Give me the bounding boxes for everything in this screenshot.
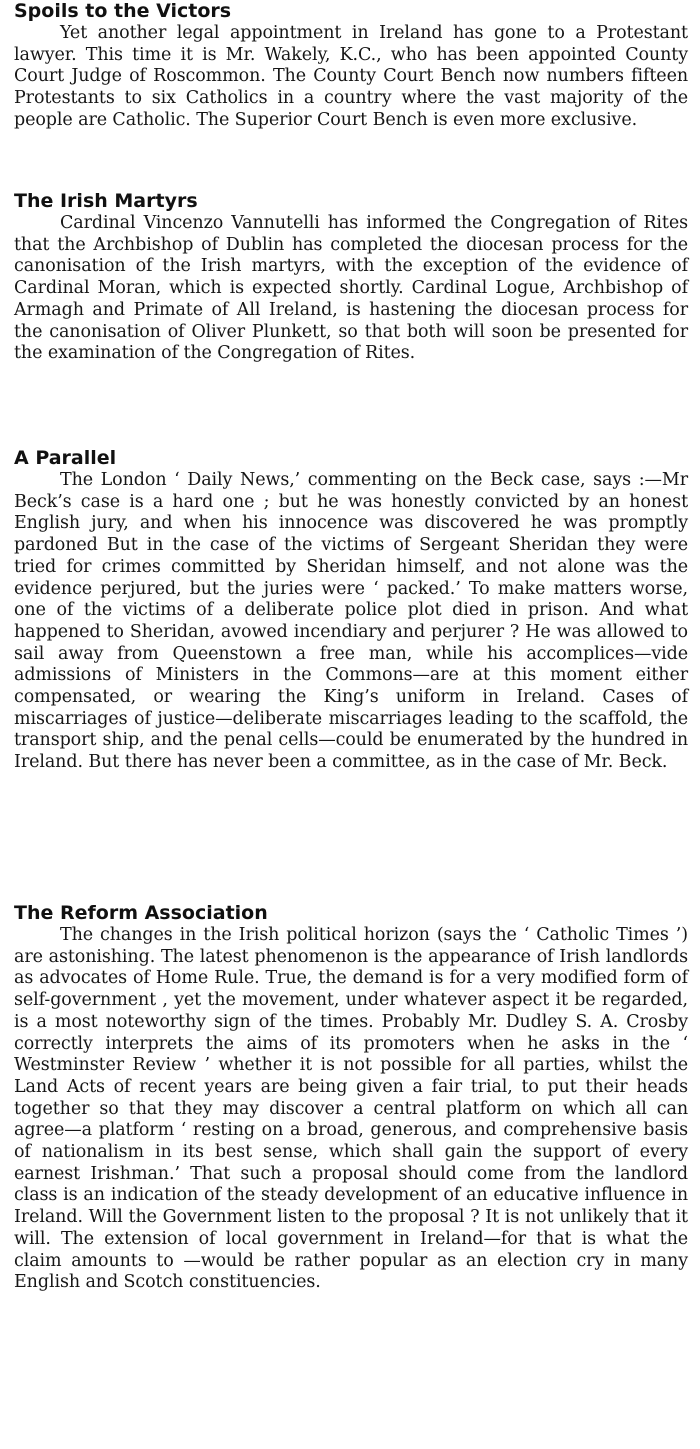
article-headline: Spoils to the Victors bbox=[14, 0, 232, 22]
article-a-parallel bbox=[14, 447, 688, 774]
article-body: Cardinal Vincenzo Vannutelli has informed the Congregation of Rites that the Archbishop of Dublin has completed the diocesan process for the canonisation of the Irish martyrs, with the exception of the evidence of Cardinal Moran, which is expected shortly. Cardinal Logue, Archbishop of Armagh and Primate of All Ireland, is hastening the diocesan process for the canonisation of Oliver Plunkett, so that both will soon be presented for the examination of the Congregation of Rites. bbox=[14, 213, 688, 364]
article-the-reform-association bbox=[14, 902, 688, 1294]
article-body: The changes in the Irish political horizon (says the ‘ Catholic Times ’) are astonishing. The latest phenomenon is the appearance of Irish landlords as advocates of Home Rule. True, the demand is for a very modified form of self-government , yet the movement, under whatever aspect it be regarded, is a most noteworthy sign of the times. Probably Mr. Dudley S. A. Crosby correctly interprets the aims of its promoters when he asks in the ‘ Westminster Review ’ whether it is not possible for all parties, whilst the Land Acts of recent years are being given a fair trial, to put their heads together so that they may discover a central platform on which all can agree—a platform ‘ resting on a broad, generous, and comprehensive basis of nationalism in its best sense, which shall gain the support of every earnest Irishman.’ That such a proposal should come from the landlord class is an indication of the steady development of an educative influence in Ireland. Will the Government listen to the proposal ? It is not unlikely that it will. The extension of local government in Ireland—for that is what the claim amounts to —would be rather popular as an election cry in many English and Scotch constituencies. bbox=[14, 925, 688, 1293]
article-the-irish-martyrs bbox=[14, 190, 688, 365]
article-body: The London ‘ Daily News,’ commenting on the Beck case, says :—Mr Beck’s case is a hard one ; but he was honestly convicted by an honest English jury, and when his innocence was discovered he was promptly pardoned But in the case of the victims of Sergeant Sheridan they were tried for crimes committed by Sheridan himself, and not alone was the evidence perjured, but the juries were ‘ packed.’ To make matters worse, one of the victims of a deliberate police plot died in prison. And what happened to Sheridan, avowed incendiary and perjurer ? He was allowed to sail away from Queenstown a free man, while his accomplices—vide admissions of Ministers in the Commons—are at this moment either compensated, or wearing the King’s uniform in Ireland. Cases of miscarriages of justice—deliberate miscarriages leading to the scaffold, the transport ship, and the penal cells—could be enumerated by the hundred in Ireland. But there has never been a committee, as in the case of Mr. Beck. bbox=[14, 470, 688, 773]
article-spoils-to-the-victors bbox=[14, 0, 688, 132]
article-headline: The Irish Martyrs bbox=[14, 190, 198, 212]
article-headline: The Reform Association bbox=[14, 902, 268, 924]
article-body: Yet another legal appointment in Ireland has gone to a Protestant lawyer. This time it is Mr. Wakely, K.C., who has been appointed County Court Judge of Roscommon. The County Court Bench now numbers fifteen Protestants to six Catholics in a country where the vast majority of the people are Catholic. The Superior Court Bench is even more exclusive. bbox=[14, 23, 688, 130]
article-headline: A Parallel bbox=[14, 447, 117, 469]
